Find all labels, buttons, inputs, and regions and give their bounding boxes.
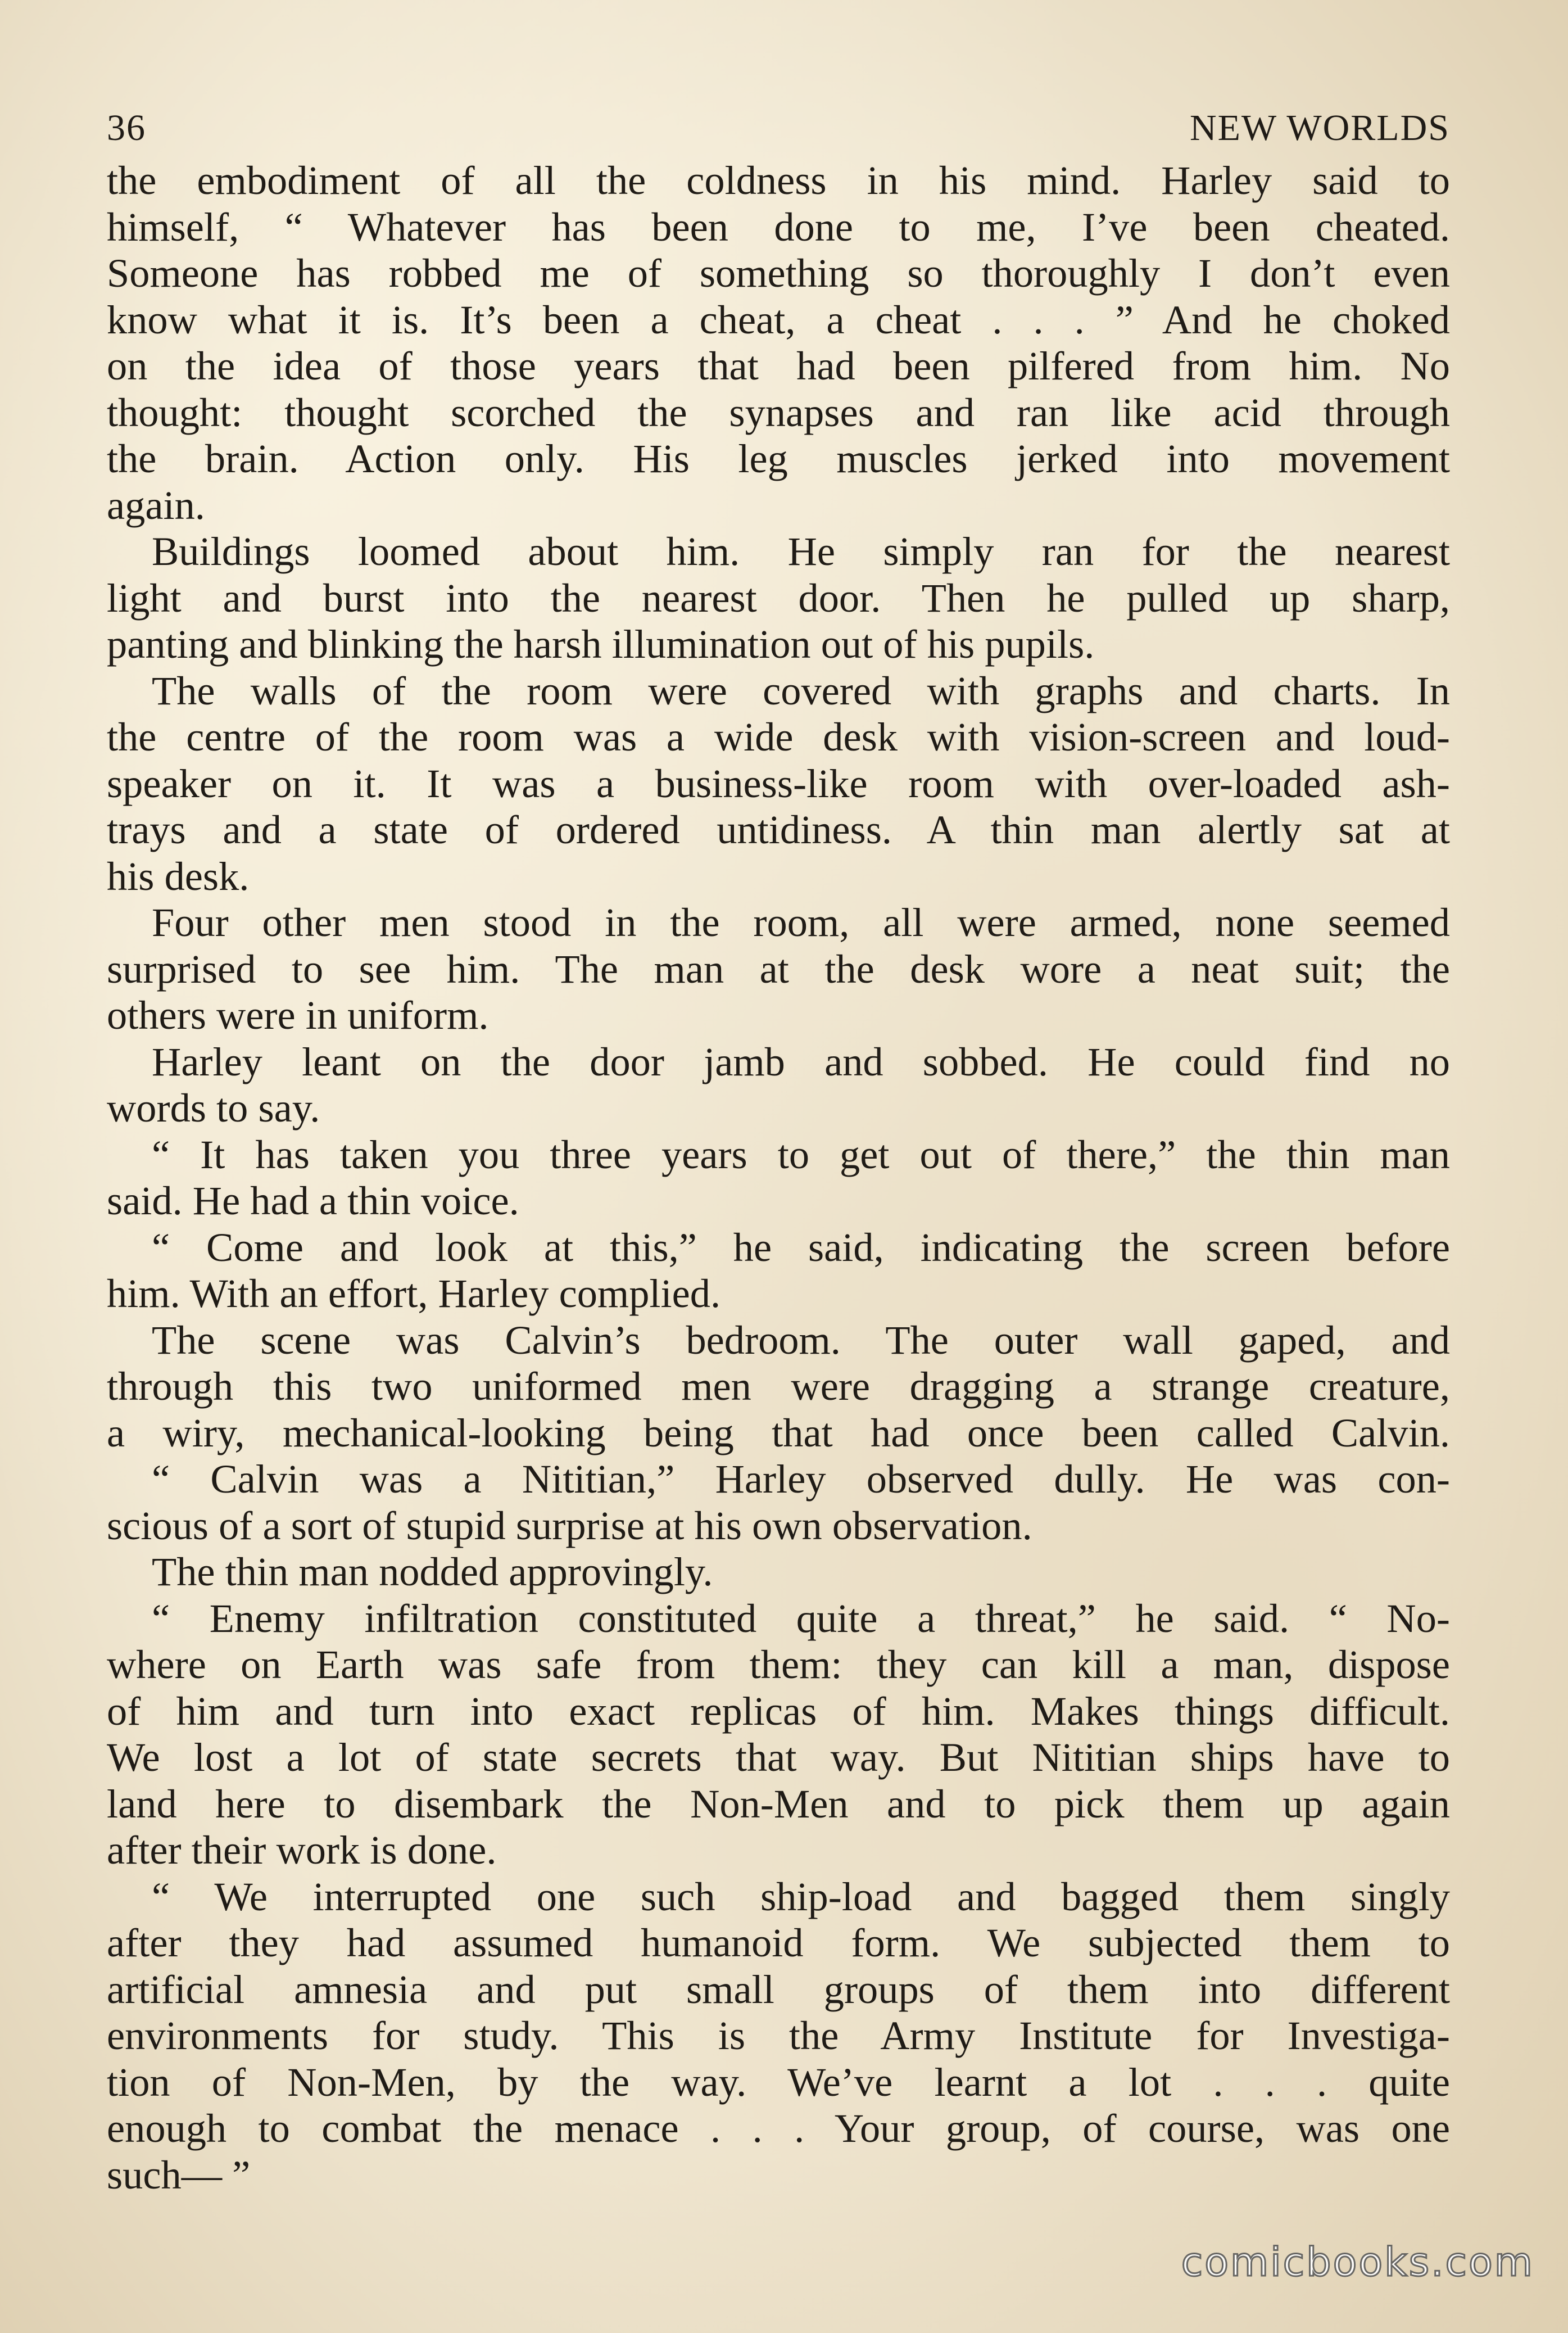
text-line: “ Enemy infiltration constituted quite a threat,” he said. “ No- — [152, 1595, 1450, 1641]
text-line: surprised to see him. The man at the desk wore a neat suit; the — [107, 946, 1450, 992]
text-line: The scene was Calvin’s bedroom. The outer wall gaped, and — [152, 1317, 1450, 1363]
paragraph — [107, 668, 1450, 900]
paragraph — [107, 1132, 1450, 1224]
paragraph — [107, 1039, 1450, 1132]
paragraph — [107, 1549, 1450, 1595]
paragraph — [107, 528, 1450, 668]
text-line: “ We interrupted one such ship-load and bagged them singly — [152, 1873, 1450, 1919]
text-line: where on Earth was safe from them: they can kill a man, dispose — [107, 1642, 1450, 1687]
text-line: “ Come and look at this,” he said, indicating the screen before — [152, 1224, 1450, 1270]
running-head: NEW WORLDS — [1189, 107, 1450, 148]
paragraph — [107, 1595, 1450, 1874]
text-line: the embodiment of all the coldness in his mind. Harley said to — [107, 157, 1450, 203]
text-line: the centre of the room was a wide desk with vision-screen and loud- — [107, 714, 1450, 759]
text-line: Four other men stood in the room, all were armed, none seemed — [152, 899, 1450, 945]
text-line: We lost a lot of state secrets that way. But Nititian ships have to — [107, 1734, 1450, 1780]
text-line: tion of Non-Men, by the way. We’ve learnt a lot . . . quite — [107, 2059, 1450, 2105]
text-line: The walls of the room were covered with graphs and charts. In — [152, 667, 1450, 713]
text-line: thought: thought scorched the synapses and ran like acid through — [107, 389, 1450, 435]
text-line: land here to disembark the Non-Men and to pick them up again — [107, 1780, 1450, 1826]
text-line: others were in uniform. — [107, 992, 489, 1038]
text-line: his desk. — [107, 853, 250, 899]
text-line: know what it is. It’s been a cheat, a cheat . . . ” And he choked — [107, 296, 1450, 342]
text-line: words to say. — [107, 1085, 320, 1131]
text-line: him. With an effort, Harley complied. — [107, 1271, 721, 1316]
paragraph — [107, 1874, 1450, 2199]
book-page — [107, 96, 1450, 2198]
text-line: light and burst into the nearest door. Then he pulled up sharp, — [107, 575, 1450, 621]
text-line: trays and a state of ordered untidiness. A thin man alertly sat at — [107, 807, 1450, 852]
page-header — [107, 96, 1450, 157]
text-line: “ Calvin was a Nititian,” Harley observed dully. He was con- — [152, 1456, 1450, 1502]
text-line: the brain. Action only. His leg muscles jerked into movement — [107, 436, 1450, 481]
text-line: environments for study. This is the Army Institute for Investiga- — [107, 2013, 1450, 2058]
text-line: enough to combat the menace . . . Your group, of course, was one — [107, 2105, 1450, 2151]
text-line: again. — [107, 482, 205, 528]
text-line: scious of a sort of stupid surprise at his own observation. — [107, 1502, 1032, 1548]
text-line: on the idea of those years that had been pilfered from him. No — [107, 343, 1450, 388]
paragraph — [107, 1456, 1450, 1549]
text-line: speaker on it. It was a business-like room with over-loaded ash- — [107, 760, 1450, 806]
paragraph — [107, 1224, 1450, 1317]
text-line: himself, “ Whatever has been done to me, I’ve been cheated. — [107, 204, 1450, 250]
text-line: said. He had a thin voice. — [107, 1178, 519, 1223]
text-line: panting and blinking the harsh illumination out of his pupils. — [107, 621, 1095, 667]
text-line: after their work is done. — [107, 1827, 497, 1873]
text-line: The thin man nodded approvingly. — [152, 1549, 713, 1594]
text-line: artificial amnesia and put small groups of them into different — [107, 1966, 1450, 2012]
text-line: after they had assumed humanoid form. We subjected them to — [107, 1920, 1450, 1965]
text-line: Buildings loomed about him. He simply ran for the nearest — [152, 528, 1450, 574]
text-line: “ It has taken you three years to get out of there,” the thin man — [152, 1131, 1450, 1177]
text-line: Harley leant on the door jamb and sobbed. He could find no — [152, 1038, 1450, 1084]
paragraph — [107, 157, 1450, 528]
text-line: such— ” — [107, 2151, 251, 2198]
text-line: of him and turn into exact replicas of him. Makes things difficult. — [107, 1688, 1450, 1734]
text-line: Someone has robbed me of something so thoroughly I don’t even — [107, 250, 1450, 296]
text-line: a wiry, mechanical-looking being that had once been called Calvin. — [107, 1409, 1450, 1455]
body-text — [107, 157, 1450, 2198]
watermark-logo: comicbooks.com — [1181, 2239, 1534, 2285]
page-number: 36 — [107, 107, 146, 148]
paragraph — [107, 1317, 1450, 1457]
paragraph — [107, 899, 1450, 1039]
text-line: through this two uniformed men were dragging a strange creature, — [107, 1363, 1450, 1409]
